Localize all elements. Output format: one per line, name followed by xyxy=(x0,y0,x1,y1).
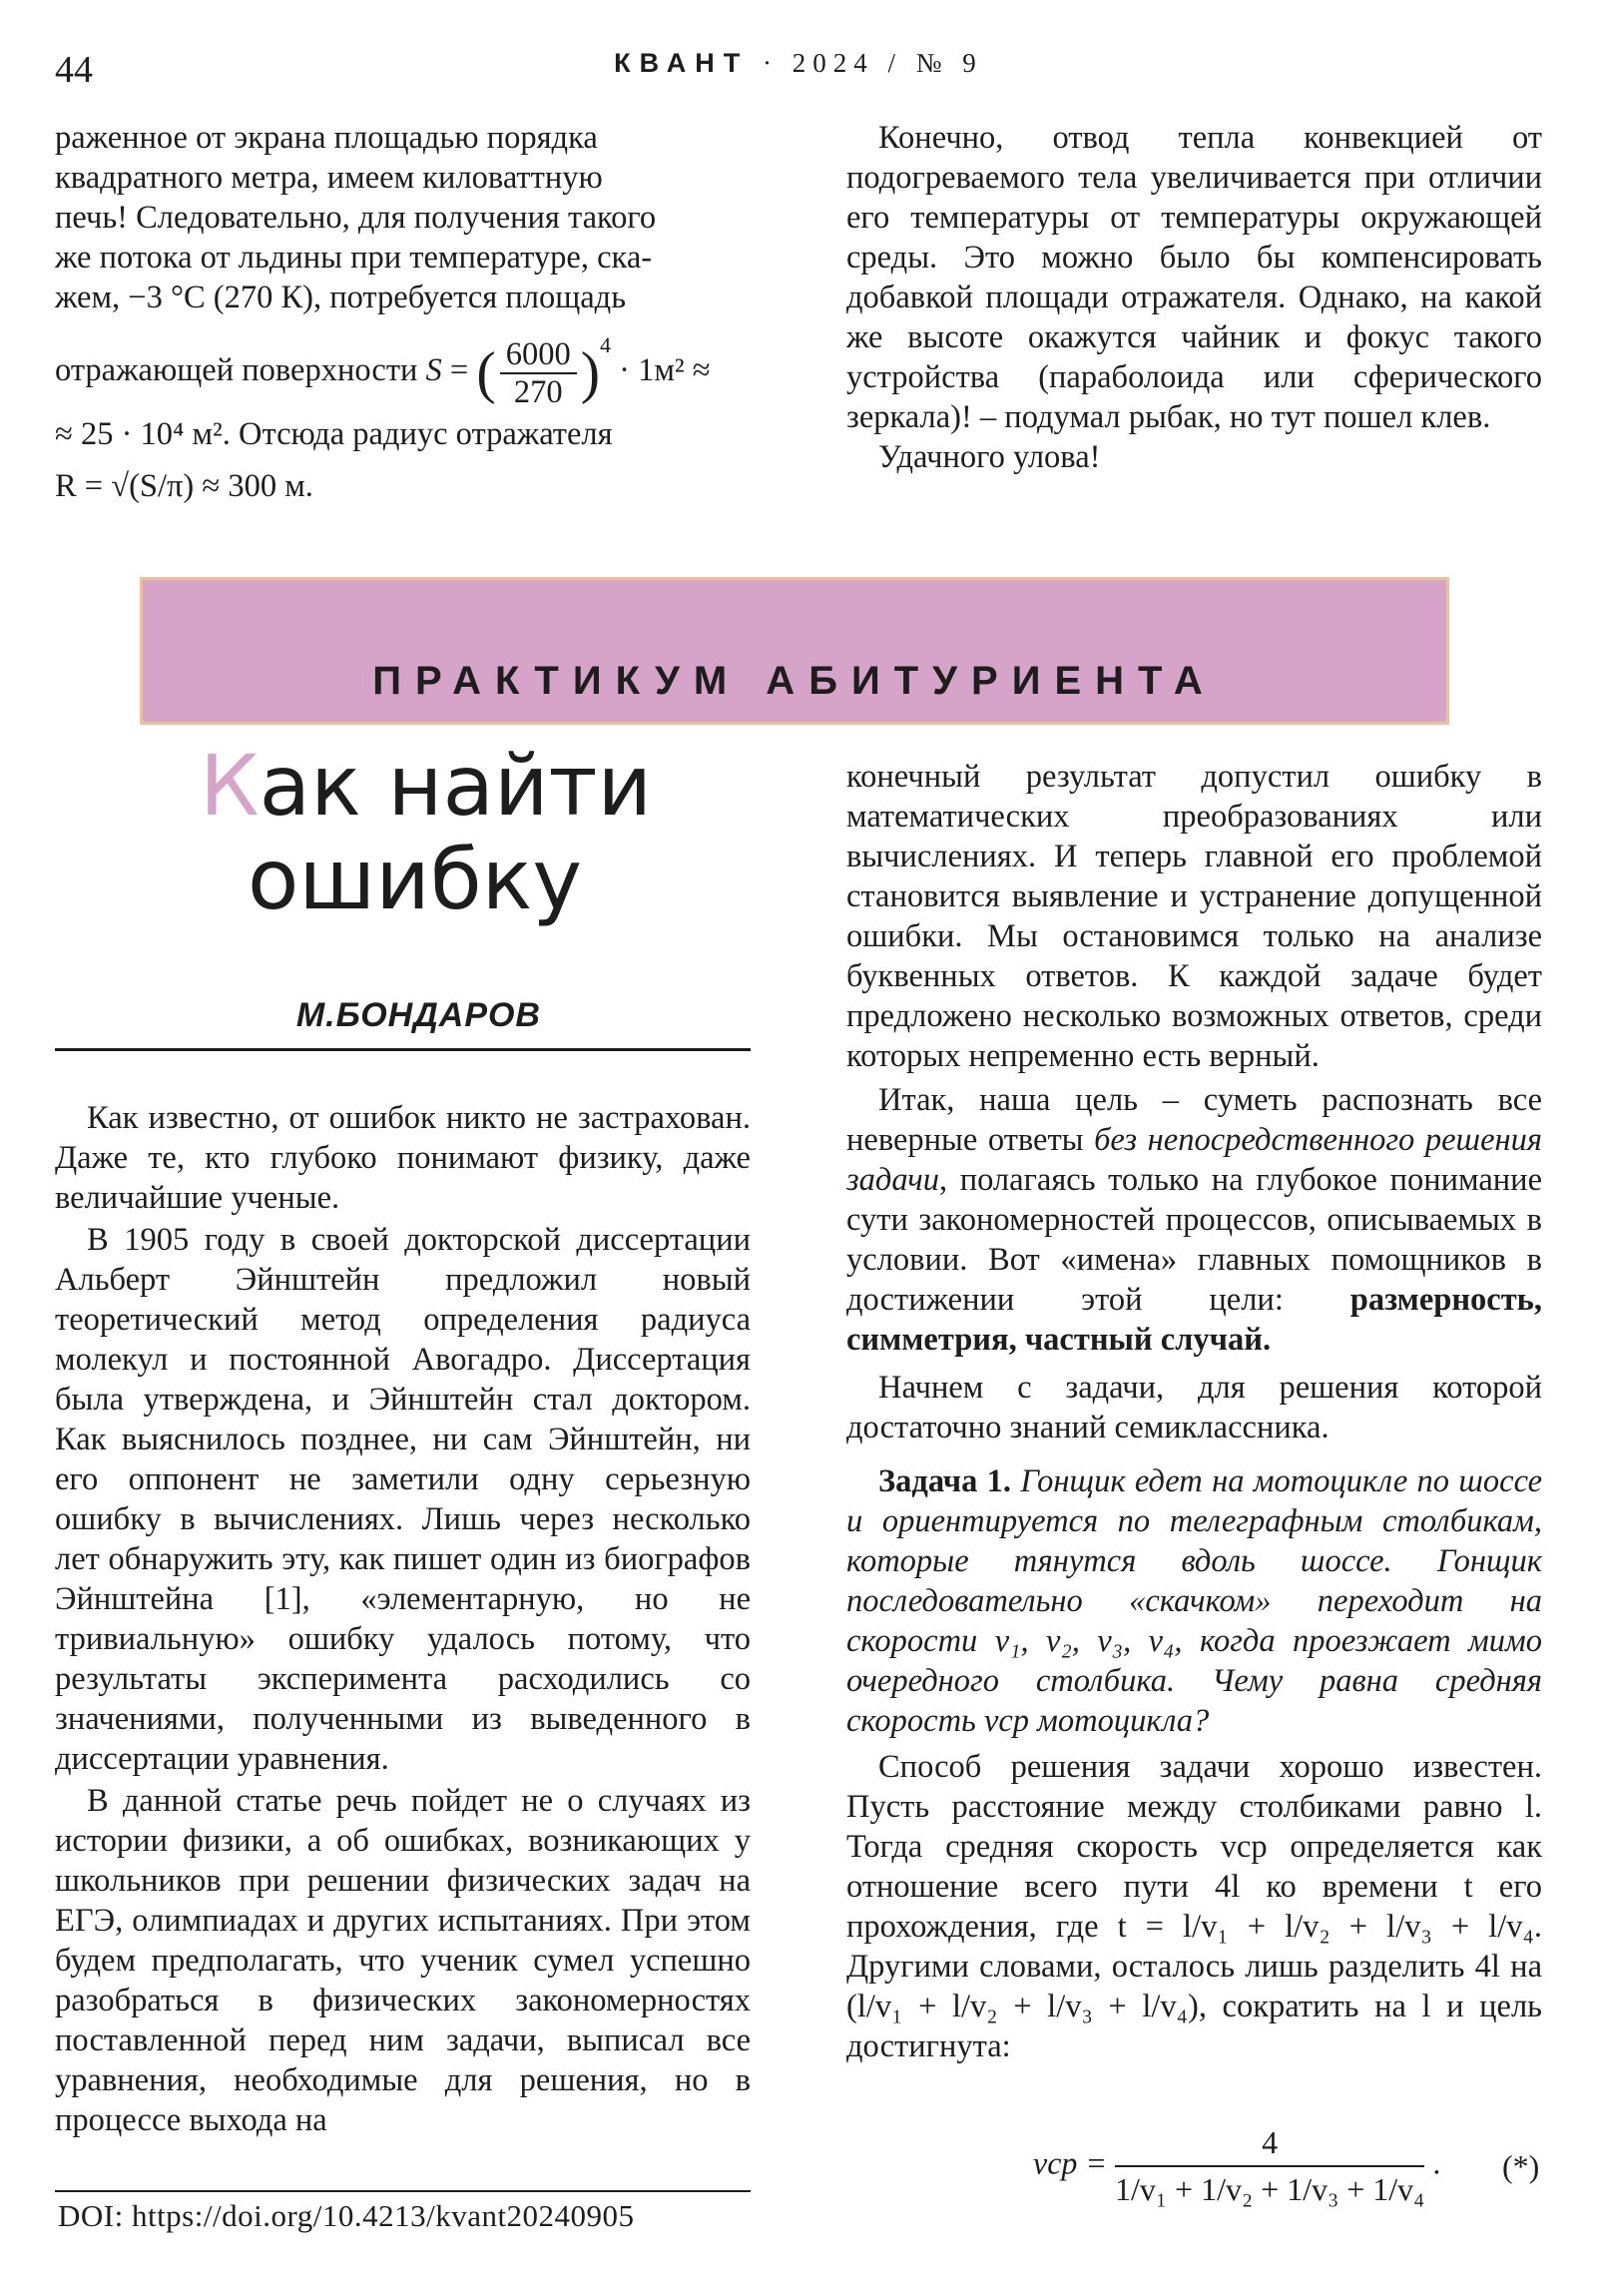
paragraph: В 1905 году в своей докторской диссертации Альберт Эйнштейн предложил новый теоретический метод определения радиуса молекул и постоянной Авогадро. Диссертация была утверждена, и Эйнштейн стал доктором. Как выяснилось позднее, ни сам Эйнштейн, ни его оппонент не заметили одну серьезную ошибку в вычислениях. Лишь через несколько лет обнаружить эту, как пишет один из биографов Эйнштейна [1], «элементарную, но не тривиальную» ошибку удалось потому, что результаты эксперимента расходились со значениями, полученными из выведенного в диссертации уравнения. xyxy=(55,1222,751,1777)
convection-paragraph: Конечно, отвод тепла конвекцией от подогреваемого тела увеличивается при отличии его температуры от температуры окружающей среды. Это можно было бы компенсировать добавкой площади отражателя. Однако, на какой же высоте окажутся чайник и фокус такого устройства (параболоида или сферического зеркала)! – подумал рыбак, но тут пошел клев. xyxy=(846,120,1542,435)
paragraph: Начнем с задачи, для решения которой достаточно знаний семиклассника. xyxy=(846,1370,1542,1445)
section-banner xyxy=(140,577,1449,725)
task-text: Гонщик едет на мотоцикле по шоссе и ориентируется по телеграфным столбикам, которые тянутся вдоль шоссе. Гонщик последовательно «скачком» переходит на скорости v₁, v₂, v₃, v₄, когда проезжает мимо очередного столбика. Чему равна средняя скорость vср мотоцикла? xyxy=(846,1463,1542,1739)
text-line: жем, −3 °С (270 К), потребуется площадь xyxy=(55,280,627,315)
task-label: Задача 1. xyxy=(878,1463,1012,1499)
issue-number: · 2024 / № 9 xyxy=(749,48,983,78)
journal-name: КВАНТ xyxy=(614,48,750,78)
article-left-column xyxy=(55,1098,751,2140)
footer-rule xyxy=(55,2190,751,2192)
result-line: ≈ 25 · 10⁴ м². Отсюда радиус отражателя xyxy=(55,415,613,452)
formula-denominator: 1/v₁ + 1/v₂ + 1/v₃ + 1/v₄ xyxy=(1115,2171,1425,2207)
goal-text-bold: размерность, симметрия, частный случай. xyxy=(846,1282,1542,1358)
paragraph: Как известно, от ошибок никто не застрахован. Даже те, кто глубоко понимают физику, даже величайшие ученые. xyxy=(55,1100,751,1216)
paragraph: В данной статье речь пойдет не о случаях из истории физики, а об ошибках, возникающих у школьников при решении физических задач на ЕГЭ, олимпиадах и других испытаниях. При этом будем предполагать, что ученик сумел успешно разобраться в физических закономерностях поставленной перед ним задачи, выписал все уравнения, необходимые для решения, но в процессе выхода на xyxy=(55,1783,751,2138)
title-line-1: ак найти xyxy=(259,737,653,835)
formula-numerator: 4 xyxy=(1115,2124,1424,2167)
goal-text-a: Итак, наша цель – суметь распознать все неверные ответы xyxy=(846,1082,1542,1158)
text-line: же потока от льдины при температуре, ска- xyxy=(55,240,653,276)
solution-paragraph: Способ решения задачи хорошо известен. Пусть расстояние между столбиками равно l. Тогда средняя скорость vср определяется как отношение всего пути 4l ко времени t его прохождения, где t = l/v₁ + l/v₂ + l/v₃ + l/v₄. Другими словами, осталось лишь разделить 4l на (l/v₁ + l/v₂ + l/v₃ + l/v₄), сократить на l и цель достигнута: xyxy=(846,1749,1542,2064)
author-rule xyxy=(55,1048,751,1051)
text-line: раженное от экрана площадью порядка xyxy=(55,120,598,156)
top-right-column xyxy=(846,118,1542,477)
closing-line: Удачного улова! xyxy=(878,439,1101,475)
top-left-column xyxy=(55,118,751,506)
formula-tail: · 1м² ≈ xyxy=(619,352,711,388)
goal-text-b: , полагаясь только на глубокое понимание сути закономерностей процессов, описываемых в условии. Вот «имена» главных помощников в достижении этой цели: xyxy=(846,1162,1542,1318)
article-right-column xyxy=(846,757,1542,2066)
author-name: М.БОНДАРОВ xyxy=(295,996,541,1034)
fraction-numerator: 6000 xyxy=(500,336,577,374)
formula-lhs: vср = xyxy=(1033,2144,1107,2181)
article-title xyxy=(200,739,652,926)
text-line: квадратного метра, имеем киловаттную xyxy=(55,160,603,196)
radius-formula: R = √(S/π) ≈ 300 м. xyxy=(55,467,313,504)
section-title: ПРАКТИКУМ АБИТУРИЕНТА xyxy=(372,659,1217,703)
page-number: 44 xyxy=(55,49,93,91)
title-initial: К xyxy=(200,737,260,835)
formula-prefix: отражающей поверхности xyxy=(55,352,418,388)
goal-text-italic: без непосредственного решения задачи xyxy=(846,1122,1542,1198)
fraction-exponent: 4 xyxy=(600,332,612,357)
running-header xyxy=(0,48,1597,79)
formula-label: (*) xyxy=(1502,2148,1540,2184)
doi-link[interactable]: DOI: https://doi.org/10.4213/kvant20240905 xyxy=(58,2198,635,2233)
area-formula: отражающей поверхности S = ( $\frac{6000}{270}$ )$^4$ · 1м² ≈ xyxy=(55,332,711,410)
goal-paragraph xyxy=(846,1080,1542,1360)
formula-var: S xyxy=(425,352,442,388)
fraction-denominator: 270 xyxy=(513,373,563,410)
speed-formula: vср = $\frac{4}{\text{1/v₁ + 1/v₂ + 1/v₃ + 1/v₄}}$ . xyxy=(1033,2124,1441,2207)
paragraph: конечный результат допустил ошибку в математических преобразованиях или вычислениях. И теперь главной его проблемой становится выявление и устранение допущенной ошибки. Мы остановимся только на анализе буквенных ответов. К каждой задаче будет предложено несколько возможных ответов, среди которых непременно есть верный. xyxy=(846,759,1542,1074)
task-paragraph xyxy=(846,1461,1542,1741)
title-line-2: ошибку xyxy=(248,831,583,928)
text-line: печь! Следовательно, для получения такого xyxy=(55,200,657,236)
